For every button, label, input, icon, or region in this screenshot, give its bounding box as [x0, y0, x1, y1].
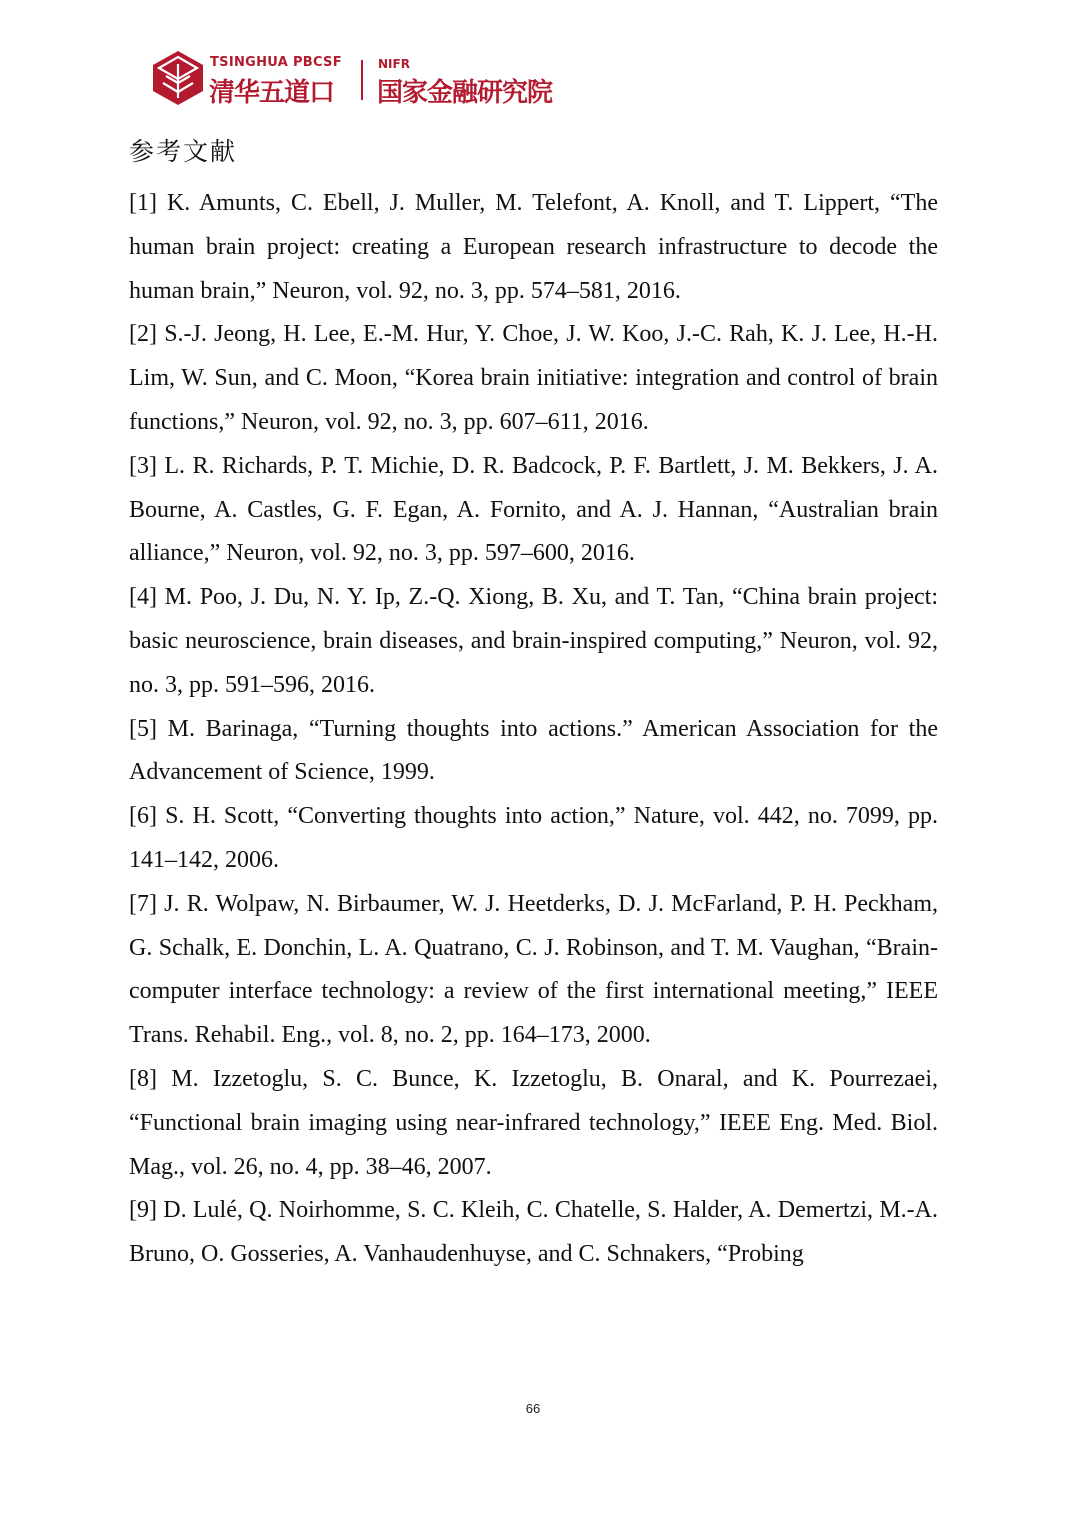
- reference-item: [7] J. R. Wolpaw, N. Birbaumer, W. J. Heetderks, D. J. McFarland, P. H. Peckham, G. Schalk, E. Donchin, L. A. Quatrano, C. J. Robinson, and T. M. Vaughan, “Brain-computer interface technology: a review of the first international meeting,” IEEE Trans. Rehabil. Eng., vol. 8, no. 2, pp. 164–173, 2000.: [129, 890, 938, 1049]
- reference-item: [4] M. Poo, J. Du, N. Y. Ip, Z.-Q. Xiong, B. Xu, and T. Tan, “China brain project: basic neuroscience, brain diseases, and brain-inspired computing,” Neuron, vol. 92, no. 3, pp. 591–596, 2016.: [129, 584, 938, 698]
- reference-item: [6] S. H. Scott, “Converting thoughts into action,” Nature, vol. 442, no. 7099, pp. 141–142, 2006.: [129, 803, 938, 873]
- reference-item: [1] K. Amunts, C. Ebell, J. Muller, M. Telefont, A. Knoll, and T. Lippert, “The human brain project: creating a European research infrastructure to decode the human brain,” Neuron, vol. 92, no. 3, pp. 574–581, 2016.: [129, 190, 938, 304]
- reference-item: [8] M. Izzetoglu, S. C. Bunce, K. Izzetoglu, B. Onaral, and K. Pourrezaei, “Functional brain imaging using near-infrared technology,” IEEE Eng. Med. Biol. Mag., vol. 26, no. 4, pp. 38–46, 2007.: [129, 1065, 938, 1180]
- reference-item: [5] M. Barinaga, “Turning thoughts into actions.” American Association for the Advancement of Science, 1999.: [129, 715, 938, 786]
- page-header: [152, 50, 572, 108]
- logo-english-name: TSINGHUA PBCSF: [210, 55, 342, 70]
- header-divider: [361, 60, 363, 100]
- reference-list: [129, 182, 938, 1277]
- logo-chinese-name: 清华五道口: [209, 78, 335, 108]
- section-title: 参考文献: [129, 137, 238, 166]
- reference-item: [2] S.-J. Jeong, H. Lee, E.-M. Hur, Y. Choe, J. W. Koo, J.-C. Rah, K. J. Lee, H.-H. Lim, W. Sun, and C. Moon, “Korea brain initiative: integration and control of brain functions,” Neuron, vol. 92, no. 3, pp. 607–611, 2016.: [129, 321, 938, 435]
- nifr-english-name: NIFR: [378, 57, 410, 71]
- nifr-chinese-name: 国家金融研究院: [377, 78, 553, 108]
- reference-item: [3] L. R. Richards, P. T. Michie, D. R. Badcock, P. F. Bartlett, J. M. Bekkers, J. A. Bourne, A. Castles, G. F. Egan, A. Fornito, and A. J. Hannan, “Australian brain alliance,” Neuron, vol. 92, no. 3, pp. 597–600, 2016.: [129, 452, 938, 567]
- reference-item: [9] D. Lulé, Q. Noirhomme, S. C. Kleih, C. Chatelle, S. Halder, A. Demertzi, M.-A. Bruno, O. Gosseries, A. Vanhaudenhuyse, and C. Schnakers, “Probing: [129, 1197, 938, 1268]
- tsinghua-pbcsf-logo-icon: [152, 50, 204, 106]
- page-number: 66: [525, 1401, 541, 1416]
